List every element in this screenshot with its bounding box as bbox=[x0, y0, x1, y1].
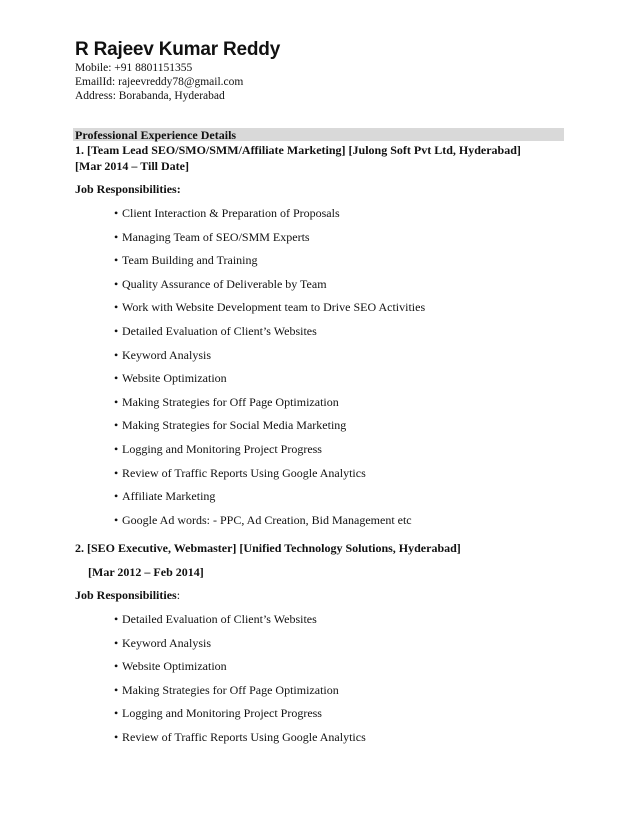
job-1-responsibilities-list bbox=[114, 206, 425, 536]
bullet-icon: • bbox=[114, 682, 119, 697]
list-item: • Review of Traffic Reports Using Google Analytics bbox=[114, 729, 366, 744]
list-item: • Website Optimization bbox=[114, 659, 227, 674]
bullet-icon: • bbox=[114, 276, 119, 291]
bullet-icon: • bbox=[114, 489, 119, 504]
list-item: • Keyword Analysis bbox=[114, 347, 211, 362]
list-item: • Detailed Evaluation of Client’s Websites bbox=[114, 612, 317, 626]
bullet-icon: • bbox=[114, 706, 119, 721]
list-item: • Review of Traffic Reports Using Google Analytics bbox=[114, 465, 366, 480]
list-item: • Team Building and Training bbox=[114, 253, 258, 268]
list-item: • Quality Assurance of Deliverable by Team bbox=[114, 276, 327, 291]
list-item: • Logging and Monitoring Project Progress bbox=[114, 706, 322, 721]
job-2-responsibilities-heading: Job Responsibilities: bbox=[75, 588, 181, 602]
bullet-icon: • bbox=[114, 512, 119, 527]
bullet-icon: • bbox=[114, 206, 119, 220]
bullet-icon: • bbox=[114, 394, 119, 409]
list-item: • Website Optimization bbox=[114, 371, 227, 386]
bullet-icon: • bbox=[114, 229, 119, 244]
bullet-icon: • bbox=[114, 729, 119, 744]
job-1-title: 1. [Team Lead SEO/SMO/SMM/Affiliate Marketing] [Julong Soft Pvt Ltd, Hyderabad] bbox=[75, 143, 521, 157]
bullet-icon: • bbox=[114, 635, 119, 650]
list-item: • Client Interaction & Preparation of Proposals bbox=[114, 206, 340, 220]
bullet-icon: • bbox=[114, 253, 119, 268]
bullet-icon: • bbox=[114, 371, 119, 386]
list-item: • Making Strategies for Off Page Optimization bbox=[114, 682, 339, 697]
job-2-responsibilities-list bbox=[114, 612, 366, 754]
list-item: • Keyword Analysis bbox=[114, 635, 211, 650]
email-address: EmailId: rajeevreddy78@gmail.com bbox=[75, 76, 244, 88]
bullet-icon: • bbox=[114, 347, 119, 362]
mobile-number: Mobile: +91 8801151355 bbox=[75, 62, 193, 74]
list-item: • Google Ad words: - PPC, Ad Creation, Bid Management etc bbox=[114, 512, 412, 527]
bullet-icon: • bbox=[114, 441, 119, 456]
job-2-title: 2. [SEO Executive, Webmaster] [Unified Technology Solutions, Hyderabad] bbox=[75, 541, 461, 555]
list-item: • Making Strategies for Off Page Optimization bbox=[114, 394, 339, 409]
section-title: Professional Experience Details bbox=[75, 128, 237, 142]
bullet-icon: • bbox=[114, 465, 119, 480]
bullet-icon: • bbox=[114, 659, 119, 674]
job-1-responsibilities-heading: Job Responsibilities: bbox=[75, 182, 181, 196]
list-item: • Making Strategies for Social Media Marketing bbox=[114, 418, 347, 433]
list-item: • Affiliate Marketing bbox=[114, 489, 216, 504]
bullet-icon: • bbox=[114, 418, 119, 433]
list-item: • Work with Website Development team to Drive SEO Activities bbox=[114, 300, 426, 315]
list-item: • Detailed Evaluation of Client’s Websites bbox=[114, 323, 317, 338]
job-1-period: [Mar 2014 – Till Date] bbox=[75, 159, 189, 173]
list-item: • Managing Team of SEO/SMM Experts bbox=[114, 229, 310, 244]
bullet-icon: • bbox=[114, 300, 119, 315]
job-2-period: [Mar 2012 – Feb 2014] bbox=[88, 565, 204, 579]
candidate-name: R Rajeev Kumar Reddy bbox=[75, 39, 281, 60]
postal-address: Address: Borabanda, Hyderabad bbox=[75, 90, 225, 102]
bullet-icon: • bbox=[114, 612, 119, 626]
list-item: • Logging and Monitoring Project Progress bbox=[114, 441, 322, 456]
bullet-icon: • bbox=[114, 323, 119, 338]
